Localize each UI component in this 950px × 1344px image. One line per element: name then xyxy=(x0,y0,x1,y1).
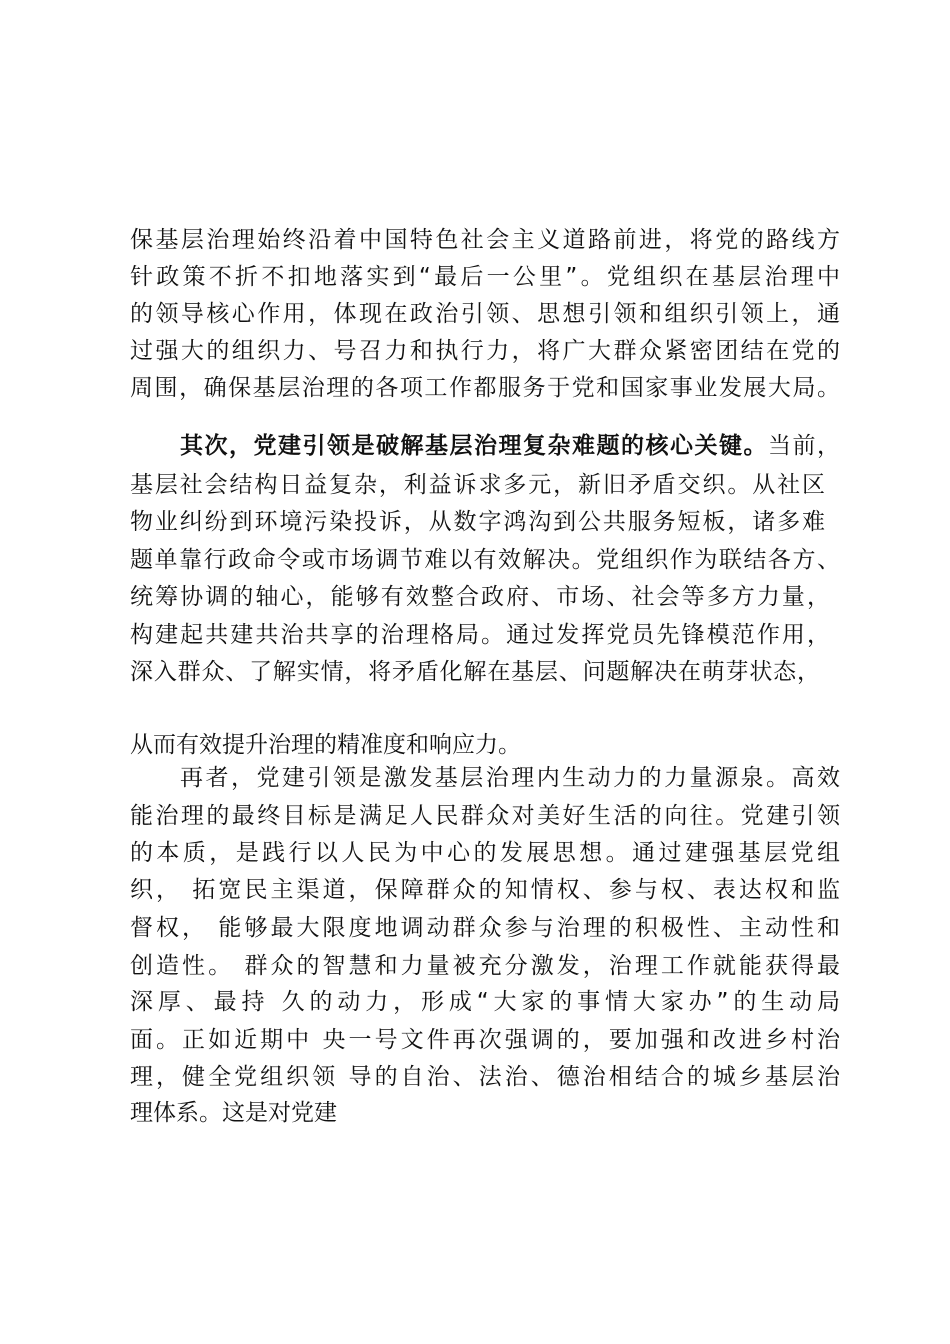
text-line xyxy=(180,431,840,461)
text-line: 从而有效提升治理的精准度和响应力。 xyxy=(130,732,521,758)
text-line: 的本质，是践行以人民为中心的发展思想。通过建强基层党组 xyxy=(130,840,840,866)
text-line: 保基层治理始终沿着中国特色社会主义道路前进，将党的路线方 xyxy=(130,227,840,253)
text-line: 的领导核心作用，体现在政治引领、思想引领和组织引领上，通 xyxy=(130,301,840,327)
text-line: 理，健全党组织领 导的自治、法治、德治相结合的城乡基层治 xyxy=(130,1064,840,1090)
text-line: 周围，确保基层治理的各项工作都服务于党和国家事业发展大局。 xyxy=(130,375,840,401)
text-line: 过强大的组织力、号召力和执行力，将广大群众紧密团结在党的 xyxy=(130,338,840,364)
text-line: 深厚、最持 久的动力，形成“大家的事情大家办”的生动局 xyxy=(130,989,840,1015)
text-line: 创造性。 群众的智慧和力量被充分激发，治理工作就能获得最 xyxy=(130,953,840,979)
text-line: 统筹协调的轴心，能够有效整合政府、市场、社会等多方力量， xyxy=(130,584,830,610)
text-line: 织， 拓宽民主渠道，保障群众的知情权、参与权、表达权和监 xyxy=(130,877,840,903)
text-line: 理体系。这是对党建 xyxy=(130,1100,337,1126)
paragraph-lead-bold: 其次，党建引领是破解基层治理复杂难题的核心关键。 xyxy=(180,433,768,459)
text-line: 深入群众、了解实情，将矛盾化解在基层、问题解决在萌芽状态， xyxy=(130,659,820,685)
text-line: 基层社会结构日益复杂，利益诉求多元，新旧矛盾交织。从社区 xyxy=(130,472,825,498)
text-line: 能治理的最终目标是满足人民群众对美好生活的向往。党建引领 xyxy=(130,803,840,829)
text-line: 针政策不折不扣地落实到“最后一公里”。党组织在基层治理中 xyxy=(130,264,840,290)
text-line: 题单靠行政命令或市场调节难以有效解决。党组织作为联结各方、 xyxy=(130,547,840,573)
text-line: 物业纠纷到环境污染投诉，从数字鸿沟到公共服务短板，诸多难 xyxy=(130,509,825,535)
text-line: 面。正如近期中 央一号文件再次强调的，要加强和改进乡村治 xyxy=(130,1027,840,1053)
text-line: 督权， 能够最大限度地调动群众参与治理的积极性、主动性和 xyxy=(130,915,840,941)
paragraph-lead-rest: 当前， xyxy=(768,433,840,459)
text-line: 再者，党建引领是激发基层治理内生动力的力量源泉。高效 xyxy=(180,765,840,791)
text-line: 构建起共建共治共享的治理格局。通过发挥党员先锋模范作用， xyxy=(130,622,830,648)
